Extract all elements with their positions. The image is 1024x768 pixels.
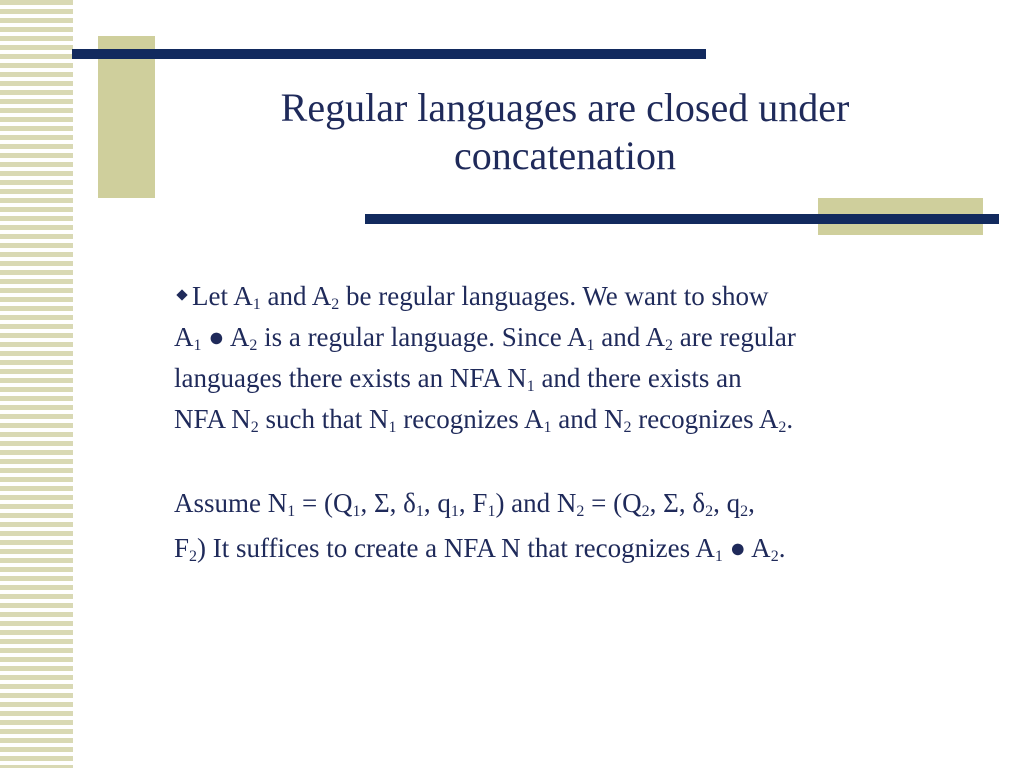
- subscript: 1: [487, 503, 496, 520]
- text-run: Assume N: [174, 488, 288, 518]
- slide-body: [174, 276, 974, 571]
- text-run: and there exists an: [534, 363, 742, 393]
- text-run: ) and N: [495, 488, 577, 518]
- subscript: 1: [352, 503, 361, 520]
- subscript: 2: [778, 419, 787, 436]
- text-run: be regular languages. We want to show: [339, 281, 769, 311]
- text-run: ,: [748, 488, 755, 518]
- subscript: 2: [249, 337, 258, 354]
- text-run: ) It suffices to create a NFA N that recognizes A: [197, 533, 715, 563]
- accent-block-top: [98, 36, 155, 198]
- subscript: 1: [543, 419, 552, 436]
- text-run: , q: [713, 488, 741, 518]
- striped-margin-decoration: [0, 0, 73, 768]
- subscript: 2: [641, 503, 650, 520]
- text-run: are regular: [672, 322, 796, 352]
- subscript: 1: [388, 419, 397, 436]
- subscript: 1: [287, 503, 296, 520]
- slide-title: [205, 84, 925, 180]
- text-run: and A: [594, 322, 665, 352]
- subscript: 2: [770, 548, 779, 565]
- text-run: NFA N: [174, 404, 251, 434]
- subscript: 1: [526, 378, 535, 395]
- rule-bar-top: [72, 49, 706, 59]
- diamond-bullet-icon: [176, 289, 187, 300]
- text-run: is a regular language. Since A: [257, 322, 587, 352]
- text-run: recognizes A: [396, 404, 544, 434]
- subscript: 2: [740, 503, 749, 520]
- text-run: .: [786, 404, 794, 434]
- subscript: 1: [415, 503, 424, 520]
- text-run: and A: [260, 281, 332, 311]
- title-line-1: Regular languages are closed under: [280, 85, 850, 130]
- subscript: 1: [450, 503, 459, 520]
- subscript: 2: [664, 337, 673, 354]
- subscript: 1: [193, 337, 202, 354]
- para2-line-2: [174, 533, 785, 563]
- title-line-2: concatenation: [453, 133, 677, 178]
- bullet-paragraph: [174, 276, 974, 440]
- subscript: 2: [623, 419, 632, 436]
- subscript: 2: [189, 548, 198, 565]
- text-run: Let A: [192, 281, 253, 311]
- subscript: 1: [252, 296, 261, 313]
- text-run: F: [174, 533, 190, 563]
- text-run: .: [778, 533, 786, 563]
- subscript: 2: [705, 503, 714, 520]
- text-run: such that N: [258, 404, 389, 434]
- text-run: , Σ, δ: [360, 488, 416, 518]
- subscript: 2: [250, 419, 259, 436]
- rule-bar-bottom: [365, 214, 999, 224]
- text-run: ● A: [201, 322, 250, 352]
- para1-line-1: [192, 281, 768, 311]
- text-run: recognizes A: [631, 404, 779, 434]
- subscript: 1: [586, 337, 595, 354]
- text-run: , Σ, δ: [649, 488, 706, 518]
- subscript: 2: [576, 503, 585, 520]
- para1-line-2: [174, 322, 796, 352]
- text-run: and N: [551, 404, 624, 434]
- para1-line-4: [174, 404, 793, 434]
- text-run: ● A: [722, 533, 771, 563]
- subscript: 2: [331, 296, 340, 313]
- text-run: , F: [458, 488, 488, 518]
- text-run: , q: [423, 488, 451, 518]
- para2-line-1: [174, 488, 755, 518]
- subscript: 1: [714, 548, 723, 565]
- text-run: A: [174, 322, 194, 352]
- text-run: = (Q: [584, 488, 642, 518]
- text-run: = (Q: [295, 488, 353, 518]
- para1-line-3: [174, 363, 742, 393]
- assumption-paragraph: [174, 481, 974, 571]
- text-run: languages there exists an NFA N: [174, 363, 527, 393]
